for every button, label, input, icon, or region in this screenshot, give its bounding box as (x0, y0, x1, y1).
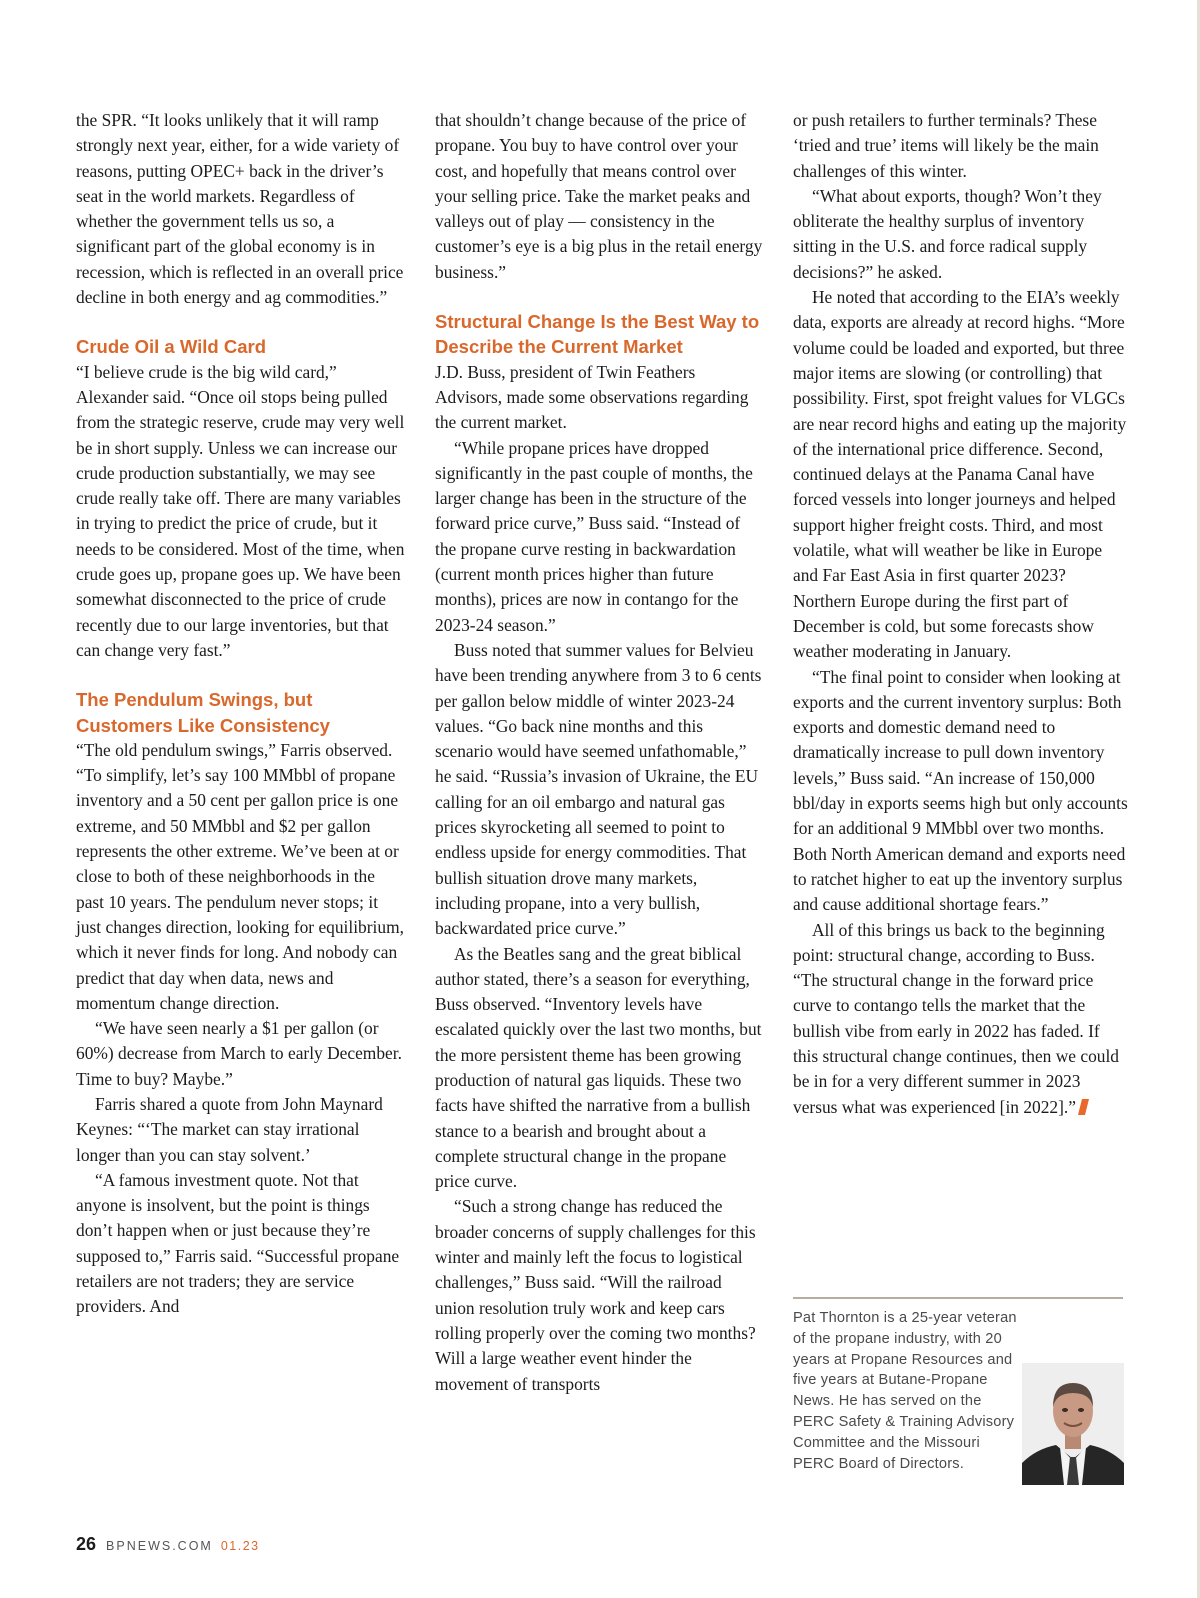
end-mark-icon (1078, 1099, 1089, 1115)
author-bio: Pat Thornton is a 25-year veteran of the propane industry, with 20 years at Propane Resources and five years at Butane-Propane News. He has served on the PERC Safety & Training Advisory Committee and the Missouri PERC Board of Directors. (793, 1310, 1017, 1472)
column-3 (793, 108, 1129, 1120)
paragraph: or push retailers to further terminals? These ‘tried and true’ items will likely be the main challenges of this winter. (793, 110, 1099, 181)
paragraph: Farris shared a quote from John Maynard Keynes: “‘The market can stay irrational longer than you can stay solvent.’ (76, 1093, 383, 1165)
page-number: 26 (76, 1534, 97, 1554)
paragraph: “The final point to consider when looking at exports and the current inventory surplus: Both exports and domestic demand need to dramatically increase to pull down inventory levels,” Buss said. “An increase of 150,000 bbl/day in exports seems high but only accounts for an additional 9 MMbbl over two months. Both North American demand and exports need to ratchet higher to eat up the inventory surplus and cause additional shortage fears.” (793, 666, 1128, 915)
paragraph: As the Beatles sang and the great biblical author stated, there’s a season for everything, Buss observed. “Inventory levels have escalated quickly over the last two months, but the more persistent theme has been growing production of natural gas liquids. These two facts have shifted the narrative from a bullish stance to a bearish and brought about a complete structural change in the propane price curve. (435, 943, 762, 1192)
author-headshot (1022, 1363, 1124, 1485)
column-1 (76, 108, 406, 1320)
section-heading-structural-change: Structural Change Is the Best Way to Describe the Current Market (435, 311, 760, 358)
paragraph: “I believe crude is the big wild card,” Alexander said. “Once oil stops being pulled from the strategic reserve, crude may very well be in short supply. Unless we can increase our crude production substantially, we may see crude really take off. There are many variables in trying to predict the price of crude, but it needs to be considered. Most of the time, when crude goes up, propane goes up. We have been somewhat disconnected to the price of crude recently due to our large inventories, but that can change very fast.” (76, 361, 405, 660)
paragraph: the SPR. “It looks unlikely that it will ramp strongly next year, either, for a wide variety of reasons, putting OPEC+ back in the driver’s seat in the world markets. Regardless of whether the government tells us so, a significant part of the global economy is in recession, which is reflected in an overall price decline in both energy and ag commodities.” (76, 110, 404, 308)
paragraph: “Such a strong change has reduced the broader concerns of supply challenges for this winter and mainly left the focus to logistical challenges,” Buss said. “Will the railroad union resolution truly work and keep cars rolling properly over the coming two months? Will a large weather event hinder the movement of transports (435, 1196, 756, 1394)
issue-date: 01.23 (220, 1539, 260, 1553)
paragraph: He noted that according to the EIA’s weekly data, exports are already at record highs. “More volume could be loaded and exported, but three major items are slowing (or controlling) that possibility. First, spot freight values for VLGCs are near record highs and eating up the majority of the international price difference. Second, continued delays at the Panama Canal have forced vessels into longer journeys and helped support higher freight costs. Third, and most volatile, what will weather be like in Europe and Far East Asia in first quarter 2023? Northern Europe during the first part of December is cold, but some forecasts show weather moderating in January. (793, 287, 1127, 662)
paragraph: “The old pendulum swings,” Farris observed. “To simplify, let’s say 100 MMbbl of propane inventory and a 50 cent per gallon price is one extreme, and 50 MMbbl and $2 per gallon represents the other extreme. We’ve been at or close to both of these neighborhoods in the past 10 years. The pendulum never stops; it just changes direction, looking for equilibrium, which it never finds for long. And nobody can predict that day when data, news and momentum change direction. (76, 739, 404, 1013)
page-footer (76, 1534, 260, 1556)
paragraph: “While propane prices have dropped significantly in the past couple of months, the larger change has been in the structure of the forward price curve,” Buss said. “Instead of the propane curve resting in backwardation (current month prices higher than future months), prices are now in contango for the 2023-24 season.” (435, 437, 753, 635)
site-name: BPNEWS.COM (106, 1539, 213, 1553)
bio-divider (793, 1297, 1123, 1299)
section-heading-pendulum: The Pendulum Swings, but Customers Like Consistency (76, 689, 330, 736)
paragraph: “We have seen nearly a $1 per gallon (or 60%) decrease from March to early December. Time to buy? Maybe.” (76, 1018, 402, 1089)
paragraph-final (793, 918, 1129, 1120)
column-2 (435, 108, 765, 1397)
paragraph: J.D. Buss, president of Twin Feathers Advisors, made some observations regarding the current market. (435, 361, 749, 433)
paragraph: “A famous investment quote. Not that anyone is insolvent, but the point is things don’t happen when or just because they’re supposed to,” Farris said. “Successful propane retailers are not traders; they are service providers. And (76, 1169, 400, 1317)
paragraph: “What about exports, though? Won’t they obliterate the healthy surplus of inventory sitting in the U.S. and force radical supply decisions?” he asked. (793, 185, 1102, 282)
paragraph-final-text: All of this brings us back to the beginning point: structural change, according to Buss. “The structural change in the forward price curve to contango tells the market that the bullish vibe from early in 2022 has faded. If this structural change continues, then we could be in for a very different summer in 2023 versus what was experienced [in 2022].” (793, 919, 1119, 1117)
author-photo-icon (1022, 1363, 1124, 1485)
section-heading-crude-oil: Crude Oil a Wild Card (76, 336, 266, 358)
paragraph: Buss noted that summer values for Belvieu have been trending anywhere from 3 to 6 cents per gallon below middle of winter 2023-24 values. “Go back nine months and this scenario would have seemed unfathomable,” he said. “Russia’s invasion of Ukraine, the EU calling for an oil embargo and natural gas prices skyrocketing all seemed to point to endless upside for energy commodities. That bullish situation drove many markets, including propane, into a very bullish, backwardated price curve.” (435, 639, 762, 939)
paragraph: that shouldn’t change because of the price of propane. You buy to have control over your cost, and hopefully that means control over your selling price. Take the market peaks and valleys out of play — consistency in the customer’s eye is a big plus in the retail energy business.” (435, 110, 763, 282)
